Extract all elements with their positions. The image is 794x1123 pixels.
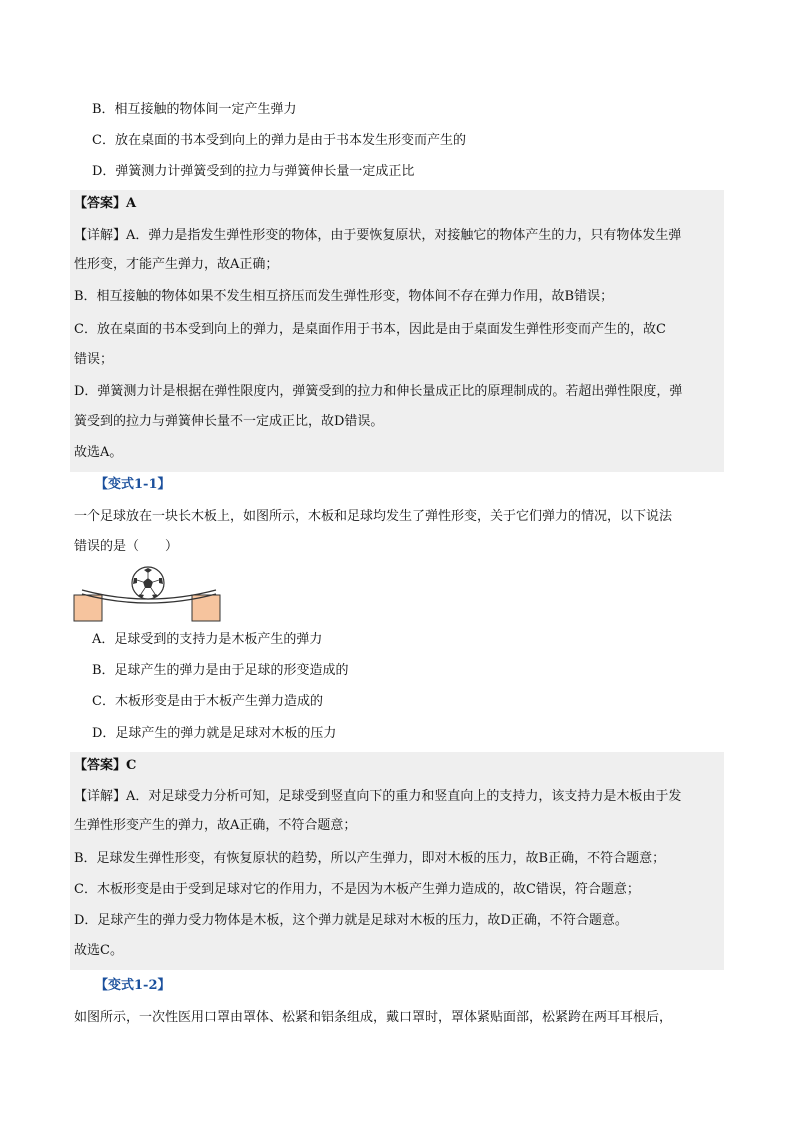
variant-1-2-label: 【变式1-2】: [95, 978, 171, 993]
v1-1-option-b: B．足球产生的弹力是由于足球的形变造成的: [92, 663, 349, 678]
v1-1-option-c: C．木板形变是由于木板产生弹力造成的: [92, 694, 323, 709]
q1-option-c: C．放在桌面的书本受到向上的弹力是由于书本发生形变而产生的: [92, 133, 466, 148]
v1-1-detail-line: B．足球发生弹性形变，有恢复原状的趋势，所以产生弹力，即对木板的压力，故B正确，不符合题意；: [74, 851, 666, 866]
football-on-plank-figure: [70, 565, 226, 625]
v1-1-detail-line: D．足球产生的弹力受力物体是木板，这个弹力就是足球对木板的压力，故D正确，不符合题意。: [74, 913, 628, 928]
q1-option-b: B．相互接触的物体间一定产生弹力: [92, 102, 297, 117]
v1-1-option-d: D．足球产生的弹力就是足球对木板的压力: [92, 726, 337, 741]
q1-answer: 【答案】A: [74, 196, 137, 211]
v1-1-option-a: A．足球受到的支持力是木板产生的弹力: [92, 632, 323, 647]
v1-1-stem-line: 一个足球放在一块长木板上，如图所示，木板和足球均发生了弹性形变，关于它们弹力的情况，以下说法: [74, 509, 673, 524]
v1-1-detail-line: 生弹性形变产生的弹力，故A正确，不符合题意；: [74, 818, 357, 833]
v1-1-stem-line: 错误的是（ ）: [74, 539, 179, 554]
q1-detail-line: C．放在桌面的书本受到向上的弹力，是桌面作用于书本，因此是由于桌面发生弹性形变而产生的，故C: [74, 322, 666, 337]
v1-1-answer: 【答案】C: [74, 758, 137, 773]
v1-1-detail-line: 故选C。: [74, 943, 123, 958]
q1-detail-line: 簧受到的拉力与弹簧伸长量不一定成正比，故D错误。: [74, 414, 384, 429]
football-icon: [132, 567, 164, 599]
v1-1-detail-line: C．木板形变是由于受到足球对它的作用力，不是因为木板产生弹力造成的，故C错误，符合题意；: [74, 882, 640, 897]
v1-1-detail-line: 【详解】A．对足球受力分析可知，足球受到竖直向下的重力和竖直向上的支持力，该支持力是木板由于发: [74, 789, 682, 804]
q1-detail-line: 【详解】A．弹力是指发生弹性形变的物体，由于要恢复原状，对接触它的物体产生的力，只有物体发生弹: [74, 228, 682, 243]
q1-detail-line: 性形变，才能产生弹力，故A正确；: [74, 257, 279, 272]
q1-detail-line: B．相互接触的物体如果不发生相互挤压而发生弹性形变，物体间不存在弹力作用，故B错误；: [74, 289, 614, 304]
q1-detail-line: 故选A。: [74, 445, 123, 460]
q1-detail-line: D．弹簧测力计是根据在弹性限度内，弹簧受到的拉力和伸长量成正比的原理制成的。若超出弹性限度，弹: [74, 384, 683, 399]
v1-2-stem-line: 如图所示，一次性医用口罩由罩体、松紧和铝条组成，戴口罩时，罩体紧贴面部，松紧跨在两耳耳根后，: [74, 1010, 673, 1025]
q1-detail-line: 错误；: [74, 352, 114, 367]
variant-1-1-label: 【变式1-1】: [95, 477, 171, 492]
left-support-block: [74, 595, 102, 621]
q1-option-d: D．弹簧测力计弹簧受到的拉力与弹簧伸长量一定成正比: [92, 164, 415, 179]
